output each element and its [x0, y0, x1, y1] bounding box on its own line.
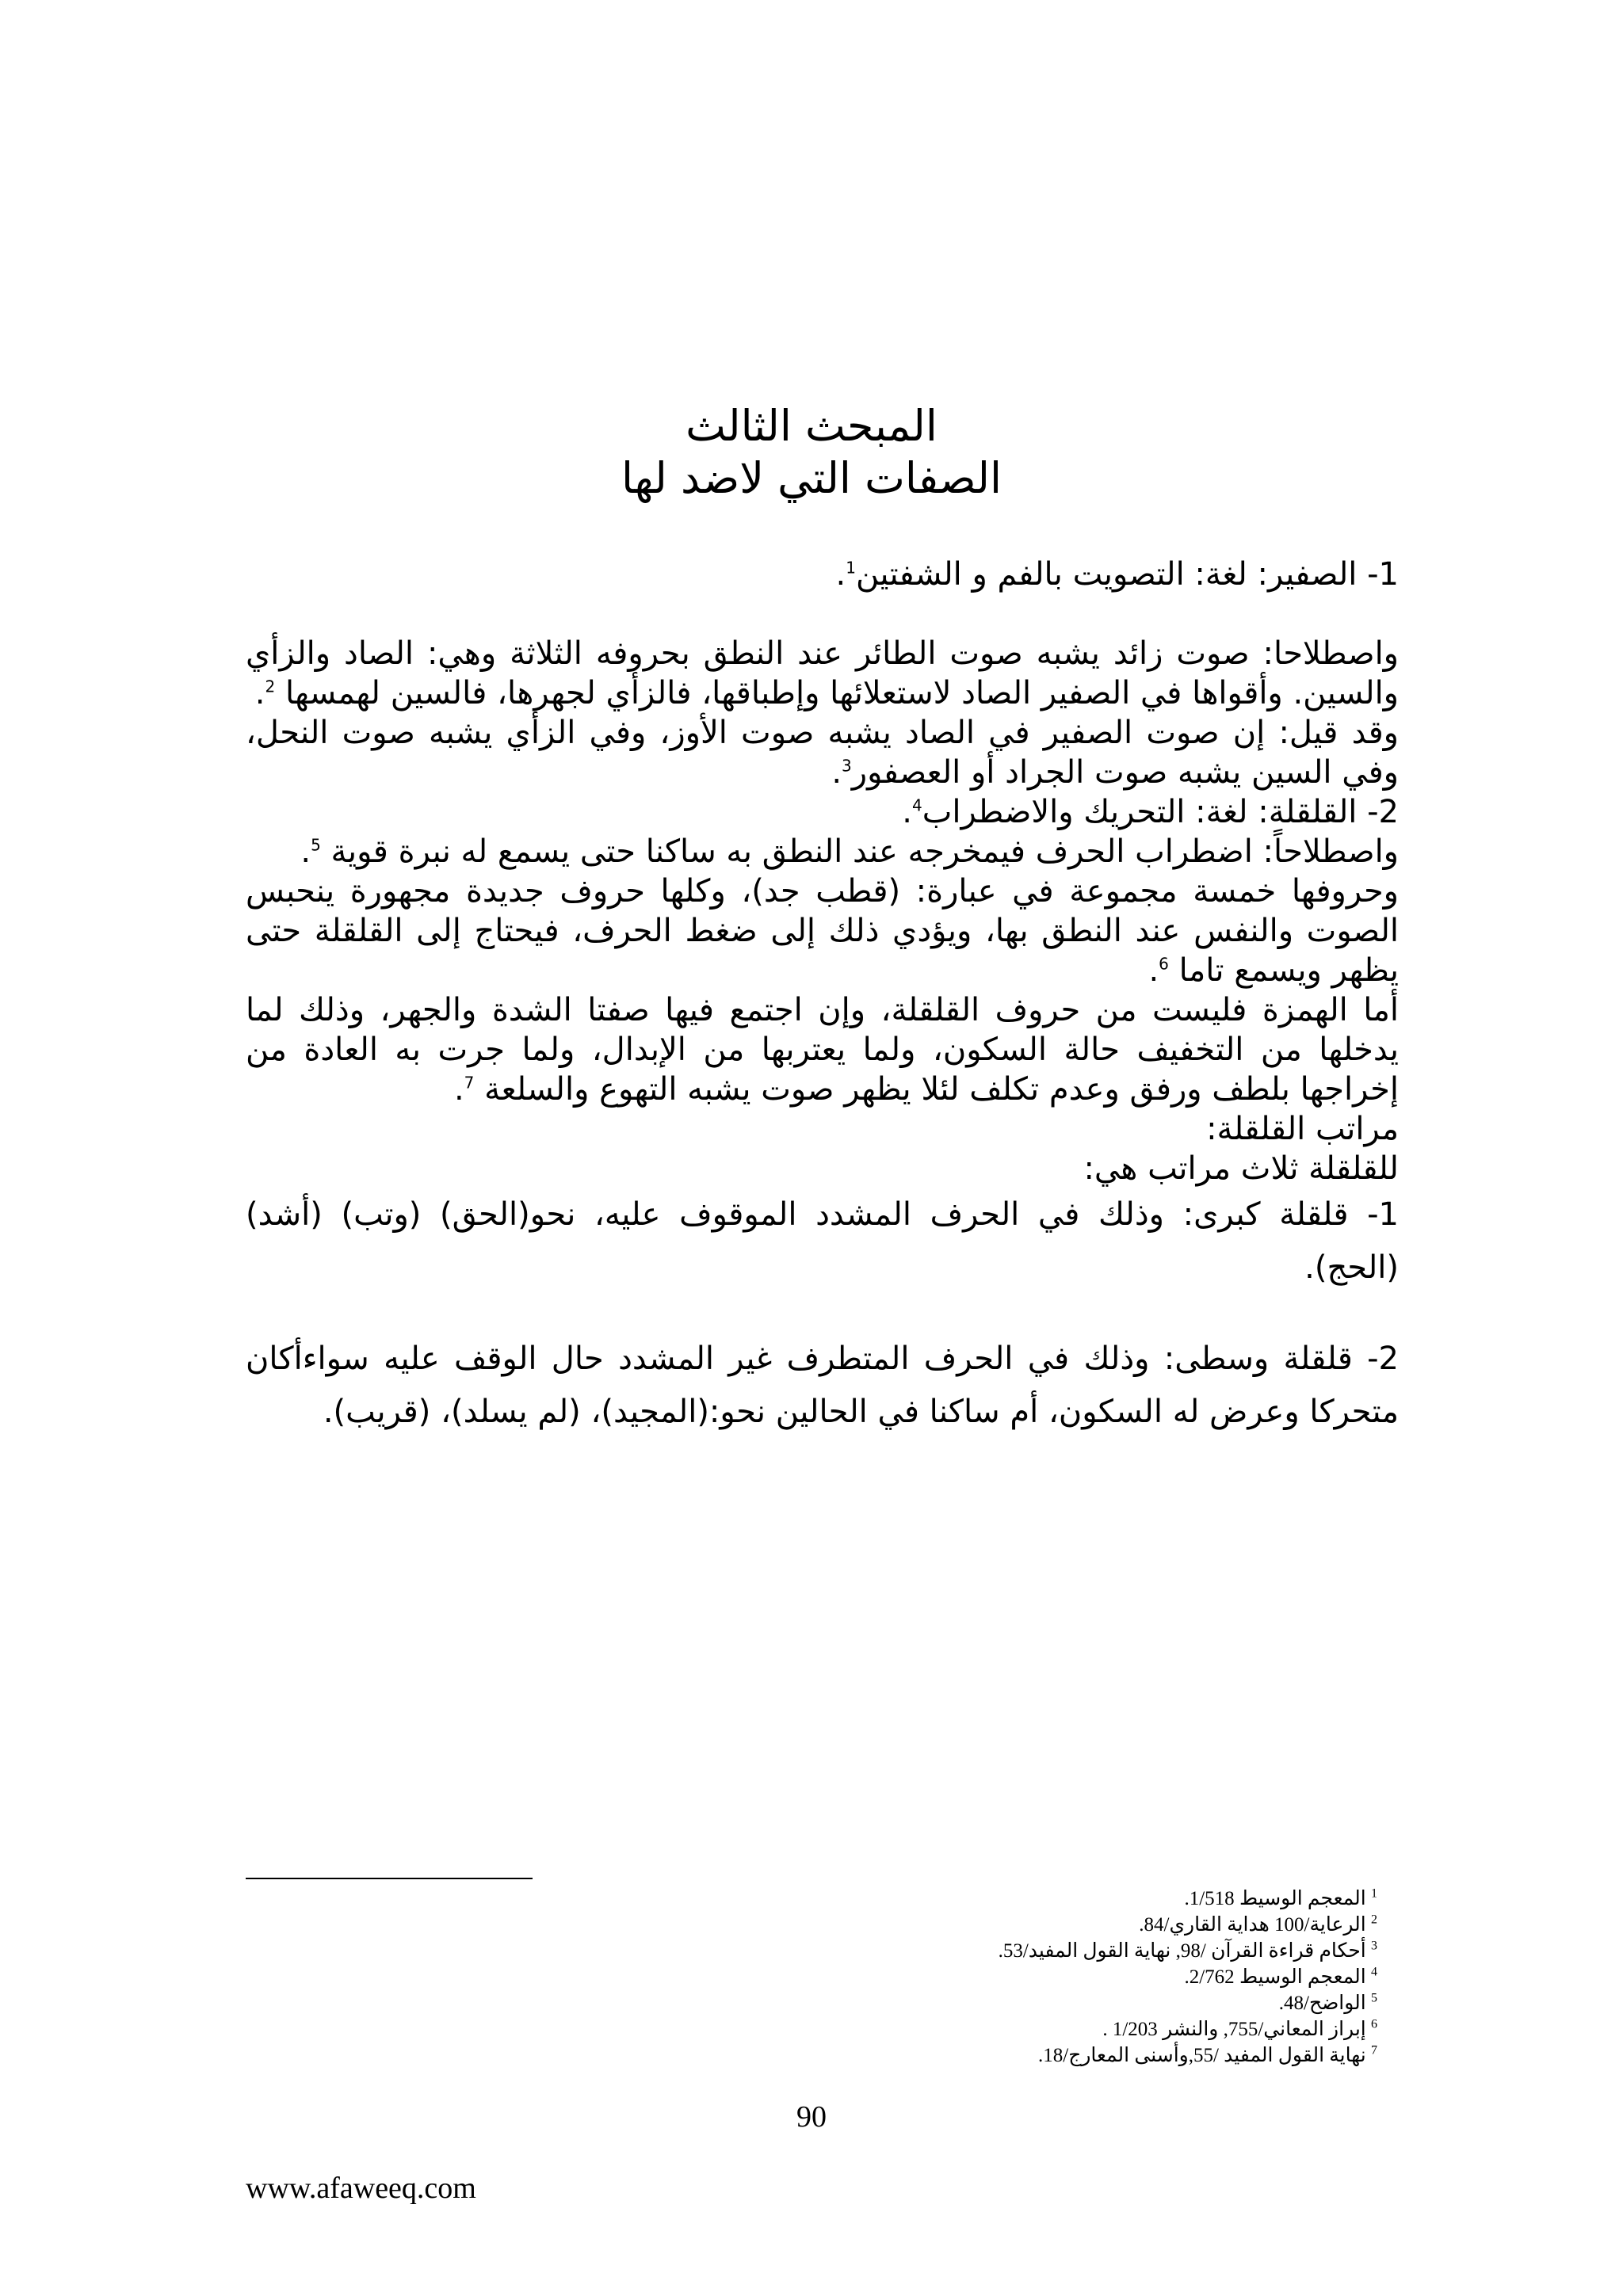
heading-block: [0, 400, 1623, 505]
paragraph-qalqala-def: 2- القلقلة: لغة: التحريك والاضطراب$^4$.: [902, 794, 1399, 830]
footnote-ref: 3: [842, 756, 852, 776]
footnote-ref: 1: [846, 558, 856, 578]
page-number: 90: [796, 2100, 827, 2134]
footnotes: [585, 1886, 1377, 2069]
footnote-divider: [246, 1878, 533, 1879]
footnote-ref: 6: [1159, 954, 1169, 974]
footnote-ref: 2: [265, 677, 276, 696]
footnote-item: $^2$ الرعاية/100 هداية القاري/84.: [1139, 1913, 1377, 1936]
paragraph-hamza: أما الهمزة فليست من حروف القلقلة، وإن اجتمع فيها صفتا الشدة والجهر، وذلك لما يدخلها من التخفيف حالة السكون، ولما يعتربها من الإبدال، ولما جرت به العادة من إخراجها بلطف ورفق وعدم تكلف لئلا يظهر صوت يشبه التهوع والسلعة $^7$.: [246, 992, 1399, 1108]
paragraph-safir-term: واصطلاحا: صوت زائد يشبه صوت الطائر عند النطق بحروفه الثلاثة وهي: الصاد والزأي والسين. وأقواها في الصفير الصاد لاستعلائها وإطباقها، فالزأي لجهرها، فالسين لهمسها $^2$.: [246, 635, 1399, 711]
paragraph-level-major: 1- قلقلة كبرى: وذلك في الحرف المشدد الموقوف عليه، نحو(الحق) (وتب) (أشد) (الحج).: [246, 1196, 1399, 1286]
subheading-levels: مراتب القلقلة:: [1206, 1111, 1399, 1147]
footnote-ref: 4: [911, 795, 922, 815]
paragraph-level-middle: 2- قلقلة وسطى: وذلك في الحرف المتطرف غير المشدد حال الوقف عليه سواءأكان متحركا وعرض له السكون، أم ساكنا في الحالين نحو:(المجيد)، (لم يسلد)، (قريب).: [246, 1341, 1399, 1430]
paragraph-levels-intro: للقلقلة ثلاث مراتب هي:: [1083, 1150, 1399, 1187]
body-text: [246, 555, 1399, 1439]
website-url: www.afaweeq.com: [246, 2172, 476, 2205]
footnote-item: $^5$ الواضح/48.: [1278, 1991, 1377, 2014]
chapter-title: المبحث الثالث: [685, 401, 938, 451]
footnote-ref: 7: [464, 1073, 475, 1093]
paragraph-safir-def: 1- الصفير: لغة: التصويت بالفم و الشفتين$^1$.: [835, 556, 1399, 593]
footnote-item: $^7$ نهاية القول المفيد /55,وأسنى المعارج/18.: [1038, 2043, 1377, 2066]
paragraph-qalqala-term: واصطلاحاً: اضطراب الحرف فيمخرجه عند النطق به ساكنا حتى يسمع له نبرة قوية $^5$.: [300, 833, 1399, 870]
footnote-item: $^6$ إبراز المعاني/755, والنشر 1/203 .: [1102, 2017, 1377, 2040]
paragraph-qalqala-letters: وحروفها خمسة مجموعة في عبارة: (قطب جد)، وكلها حروف جديدة مجهورة ينحبس الصوت والنفس عند النطق بها، ويؤدي ذلك إلى ضغط الحرف، فيحتاج إلى القلقلة حتى يظهر ويسمع تاما $^6$.: [246, 873, 1399, 989]
footnote-item: $^4$ المعجم الوسيط 2/762.: [1184, 1965, 1377, 1988]
paragraph-safir-sounds: وقد قيل: إن صوت الصفير في الصاد يشبه صوت الأوز، وفي الزأي يشبه صوت النحل، وفي السين يشبه صوت الجراد أو العصفور$^3$.: [246, 715, 1399, 791]
chapter-subtitle: الصفات التي لاضد لها: [621, 453, 1002, 503]
footnote-item: $^1$ المعجم الوسيط 1/518.: [1184, 1886, 1377, 1909]
footnote-item: $^3$ أحكام قراءة القرآن /98, نهاية القول المفيد/53.: [998, 1939, 1377, 1962]
footnote-ref: 5: [311, 835, 321, 855]
